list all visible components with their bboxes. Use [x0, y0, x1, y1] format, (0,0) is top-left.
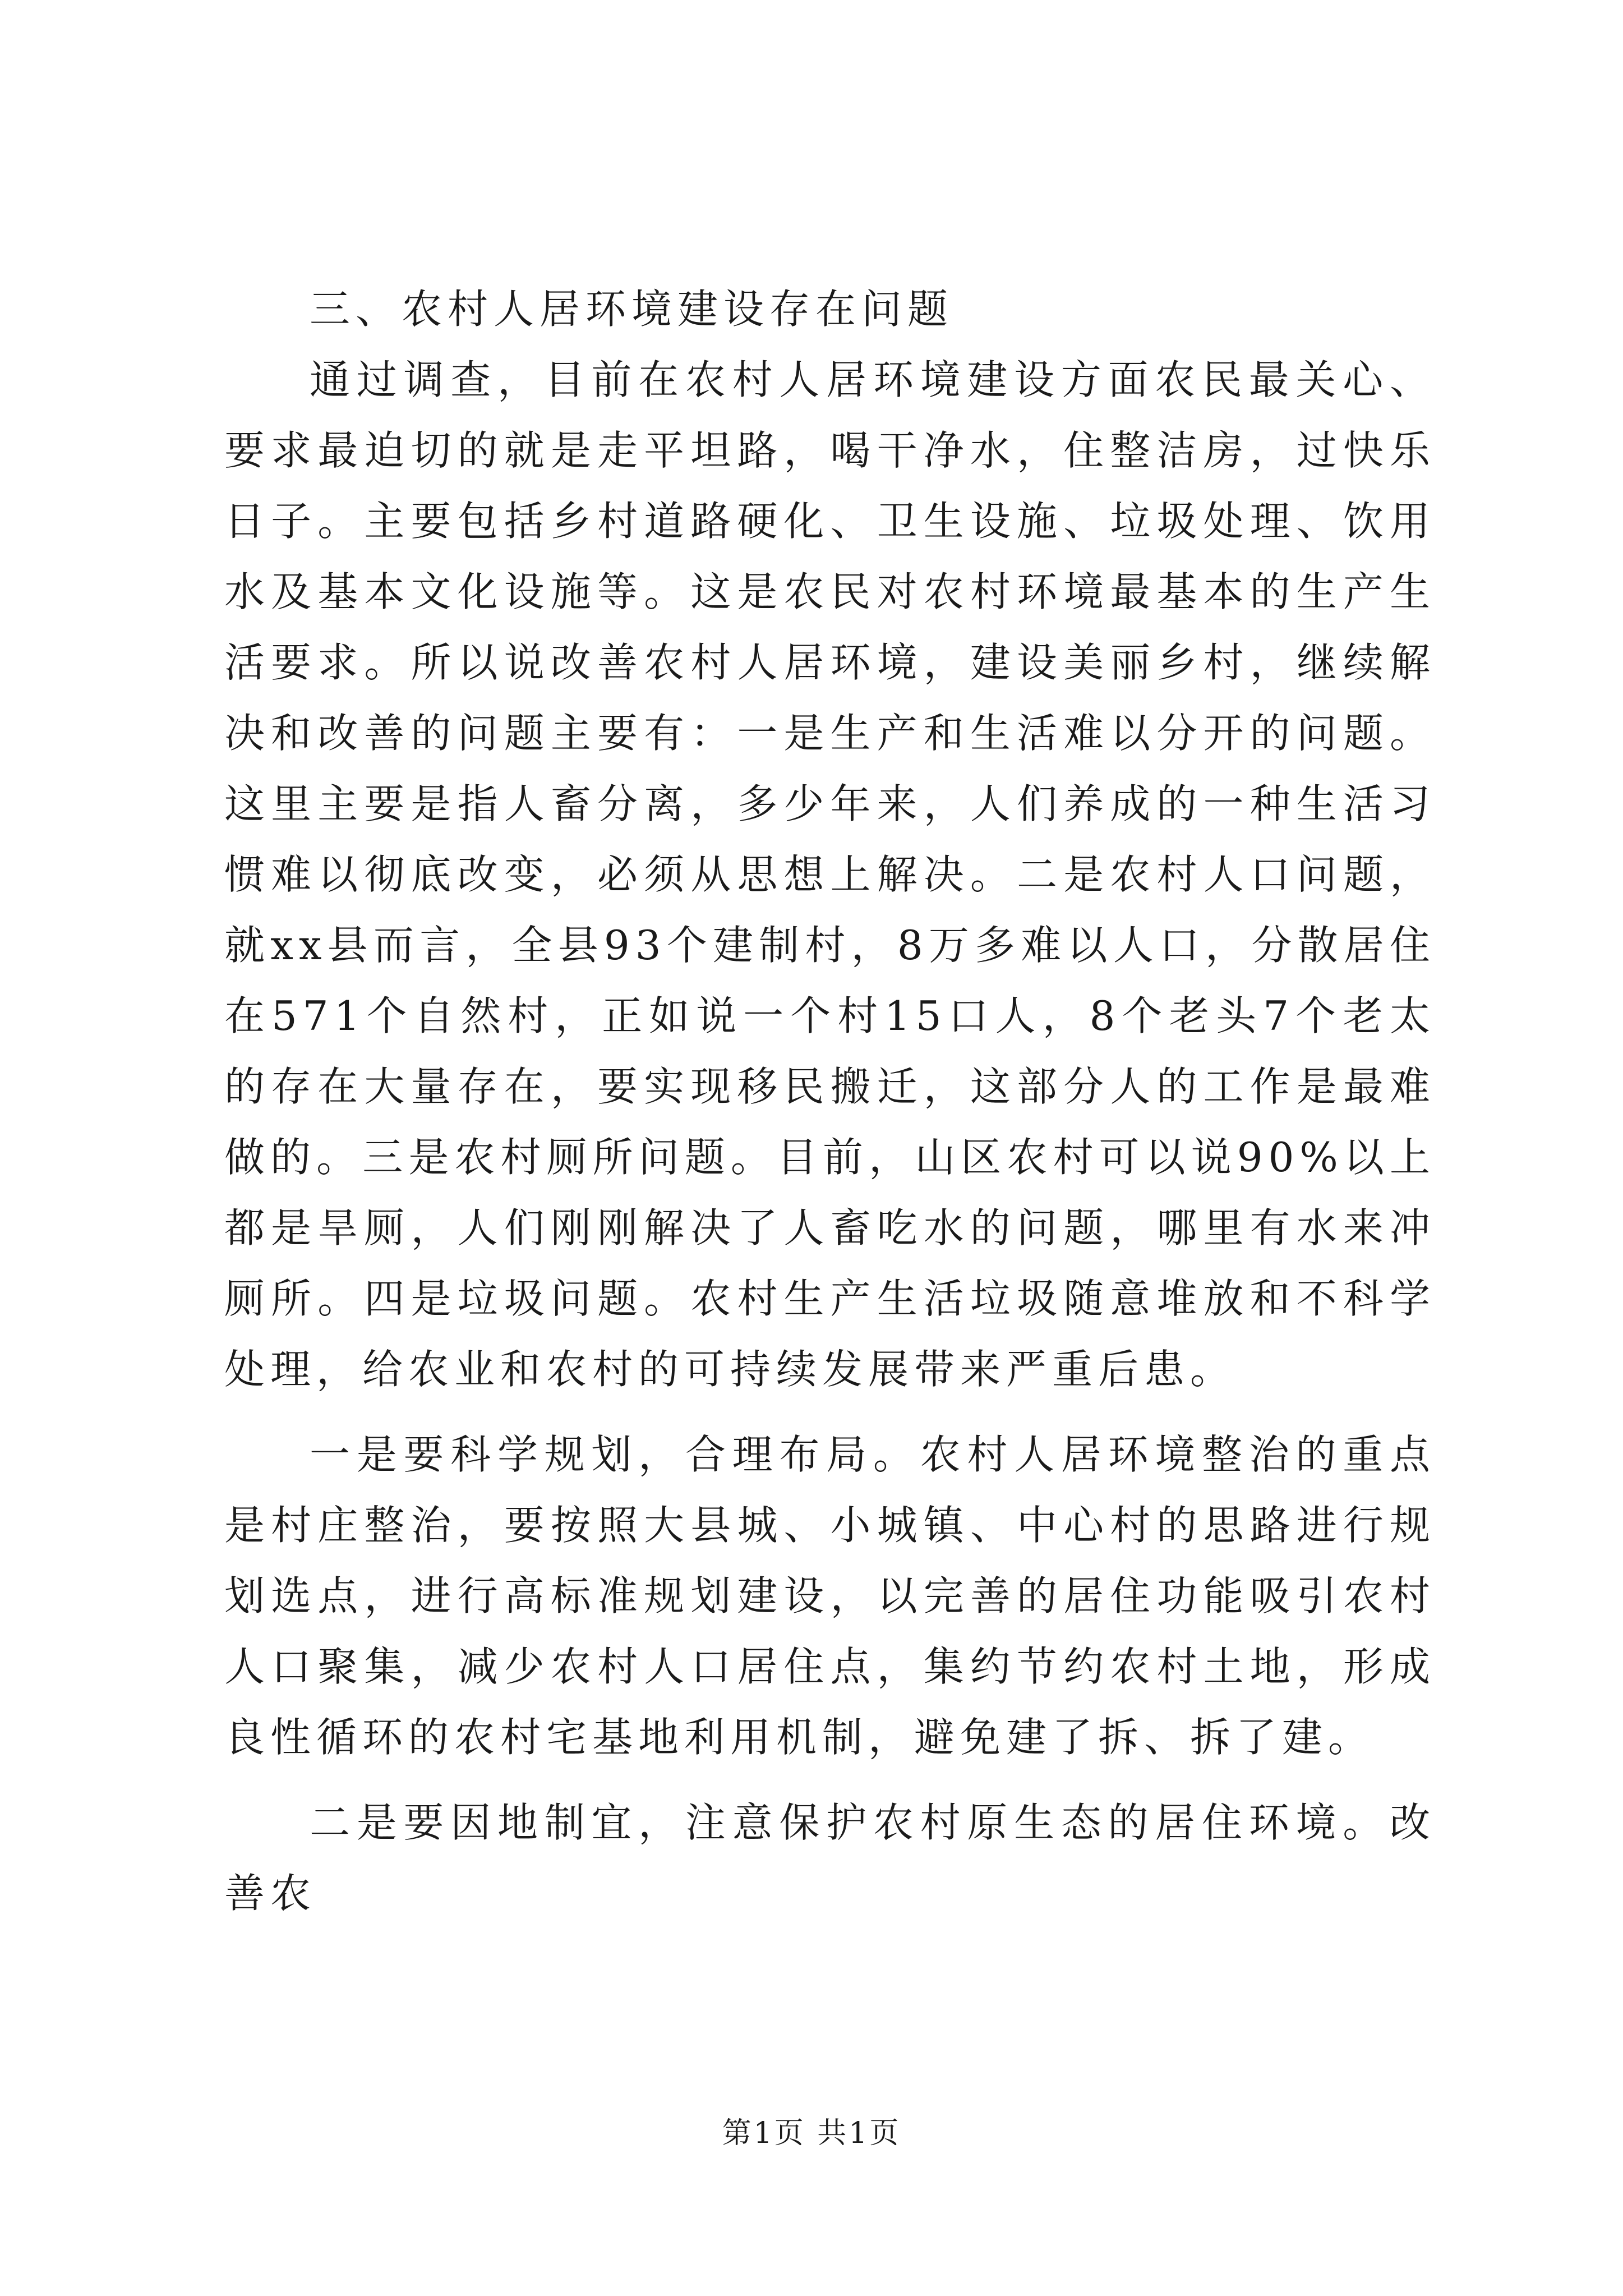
paragraph-problems: 通过调查，目前在农村人居环境建设方面农民最关心、要求最迫切的就是走平坦路，喝干净水，住整洁房，过快乐日子。主要包括乡村道路硬化、卫生设施、垃圾处理、饮用水及基本文化设施等。这是农民对农村环境最基本的生产生活要求。所以说改善农村人居环境，建设美丽乡村，继续解决和改善的问题主要有：一是生产和生活难以分开的问题。这里主要是指人畜分离，多少年来，人们养成的一种生活习惯难以彻底改变，必须从思想上解决。二是农村人口问题，就xx县而言，全县93个建制村，8万多难以人口，分散居住在571个自然村，正如说一个村15口人，8个老头7个老太的存在大量存在，要实现移民搬迁，这部分人的工作是最难做的。三是农村厕所问题。目前，山区农村可以说90%以上都是旱厕，人们刚刚解决了人畜吃水的问题，哪里有水来冲厕所。四是垃圾问题。农村生产生活垃圾随意堆放和不科学处理，给农业和农村的可持续发展带来严重后患。 — [224, 356, 1436, 1393]
paragraph-ecology: 二是要因地制宜，注意保护农村原生态的居住环境。改善农 — [224, 1799, 1436, 1917]
paragraph-planning: 一是要科学规划，合理布局。农村人居环境整治的重点是村庄整治，要按照大县城、小城镇、中心村的思路进行规划选点，进行高标准规划建设，以完善的居住功能吸引农村人口聚集，减少农村人口居住点，集约节约农村土地，形成良性循环的农村宅基地利用机制，避免建了拆、拆了建。 — [224, 1431, 1436, 1761]
section-heading: 三、农村人居环境建设存在问题 — [310, 286, 954, 333]
page-footer: 第1页 共1页 — [722, 2116, 901, 2150]
document-body — [224, 274, 1436, 1929]
